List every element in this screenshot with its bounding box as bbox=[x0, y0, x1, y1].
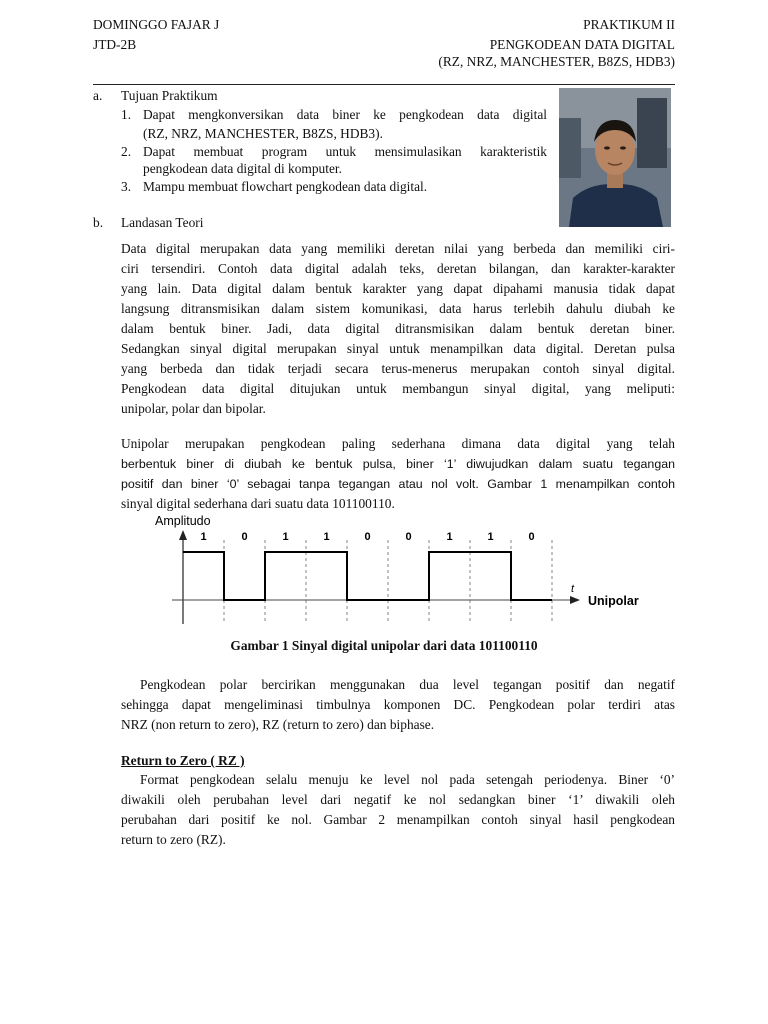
bit-label: 0 bbox=[241, 531, 248, 543]
paragraph-line: Format pengkodean selalu menuju ke level nol pada setengah periodenya. Biner ‘0’ bbox=[140, 772, 675, 787]
goal-text-line: Dapat mengkonversikan data biner ke pengkodean data digital bbox=[143, 107, 547, 122]
paragraph-rz bbox=[121, 771, 675, 851]
section-b-marker: b. bbox=[93, 215, 104, 230]
x-axis-label: t bbox=[571, 583, 575, 595]
paragraph-unipolar bbox=[121, 435, 675, 515]
paragraph-line: langsung ditransmisikan dalam sistem komunikasi, data harus terlebih dahulu diubah ke bbox=[121, 301, 675, 316]
unipolar-signal-chart bbox=[150, 512, 670, 630]
bit-label: 1 bbox=[446, 531, 453, 543]
paragraph-line: return to zero (RZ). bbox=[121, 832, 226, 847]
rz-heading: Return to Zero ( RZ ) bbox=[121, 753, 245, 768]
paragraph-line: sehingga dapat mengeliminasi timbulnya komponen DC. Pengkodean polar terdiri atas bbox=[121, 697, 675, 712]
bit-label: 0 bbox=[405, 531, 412, 543]
class-code: JTD-2B bbox=[93, 37, 137, 52]
paragraph-polar bbox=[121, 676, 675, 736]
figure-1-caption: Gambar 1 Sinyal digital unipolar dari data 101100110 bbox=[230, 638, 538, 653]
paragraph-line: ciri tersendiri. Contoh data digital adalah teks, deretan bilangan, dan karakter-karakter bbox=[121, 261, 675, 276]
paragraph-line: NRZ (non return to zero), RZ (return to zero) dan biphase. bbox=[121, 717, 435, 732]
bit-label: 1 bbox=[487, 531, 494, 543]
bit-label: 0 bbox=[528, 531, 535, 543]
goal-text-line: Dapat membuat program untuk mensimulasikan karakteristik bbox=[143, 144, 547, 159]
bit-label: 1 bbox=[282, 531, 289, 543]
paragraph-line: Sedangkan sinyal digital merupakan sinyal untuk menampilkan data digital. Deretan pulsa bbox=[121, 341, 675, 356]
goal-text-line: pengkodean data digital di komputer. bbox=[143, 161, 342, 176]
series-label: Unipolar bbox=[588, 594, 639, 608]
paragraph-line: perubahan dari positif ke nol. Gambar 2 menampilkan contoh sinyal hasil pengkodean bbox=[121, 812, 675, 827]
paragraph-line: Pengkodean polar bercirikan menggunakan dua level tegangan positif dan negatif bbox=[140, 677, 675, 692]
document-subtitle: (RZ, NRZ, MANCHESTER, B8ZS, HDB3) bbox=[438, 54, 675, 69]
goal-number: 2. bbox=[121, 144, 132, 159]
paragraph-line: sinyal digital sederhana dari suatu data 101100110. bbox=[121, 496, 395, 511]
paragraph-line: unipolar, polar dan bipolar. bbox=[121, 401, 266, 416]
paragraph-data-digital bbox=[121, 240, 675, 420]
paragraph-line: Unipolar merupakan pengkodean paling sederhana dimana data digital yang telah bbox=[121, 436, 675, 451]
goal-number: 1. bbox=[121, 107, 132, 122]
x-axis-arrow bbox=[570, 596, 580, 604]
goal-text-line: Mampu membuat flowchart pengkodean data digital. bbox=[143, 179, 428, 194]
bit-label: 1 bbox=[200, 531, 207, 543]
goal-text-line: (RZ, NRZ, MANCHESTER, B8ZS, HDB3). bbox=[143, 126, 383, 141]
paragraph-line: Pengkodean data digital ditujukan untuk membangun sinyal digital, yang meliputi: bbox=[121, 381, 675, 396]
section-a-title: Tujuan Praktikum bbox=[121, 88, 218, 103]
document-title: PENGKODEAN DATA DIGITAL bbox=[489, 37, 675, 52]
author-photo bbox=[559, 88, 671, 227]
bit-label: 0 bbox=[364, 531, 371, 543]
paragraph-line: positif dan biner ‘0’ sebagai tanpa tegangan atau nol volt. Gambar 1 menampilkan contoh bbox=[121, 477, 675, 491]
section-a-marker: a. bbox=[93, 88, 103, 103]
paragraph-line: yang berbeda dan tidak terjadi secara terus-menerus merupakan contoh sinyal digital. bbox=[121, 361, 675, 376]
practicum-label: PRAKTIKUM II bbox=[583, 17, 675, 32]
y-axis-label: Amplitudo bbox=[155, 514, 211, 528]
paragraph-line: diwakili oleh perubahan level dari negatif ke nol sedangkan biner ‘1’ diwakili oleh bbox=[121, 792, 675, 807]
paragraph-line: berbentuk biner di diubah ke bentuk pulsa, biner ‘1’ diwujudkan dalam suatu tegangan bbox=[121, 457, 675, 471]
goal-number: 3. bbox=[121, 179, 132, 194]
paragraph-line: dalam bentuk biner. Jadi, data digital ditransmisikan dalam bentuk deretan biner. bbox=[121, 321, 675, 336]
unipolar-signal-line bbox=[183, 552, 552, 600]
section-b-title: Landasan Teori bbox=[121, 215, 204, 230]
author-name: DOMINGGO FAJAR J bbox=[93, 17, 220, 32]
header-divider bbox=[93, 84, 675, 85]
paragraph-line: yang lain. Data digital dalam bentuk karakter yang dapat dipahami manusia tidak dapat bbox=[121, 281, 675, 296]
bit-label: 1 bbox=[323, 531, 330, 543]
paragraph-line: Data digital merupakan data yang memiliki deretan nilai yang berbeda dan memiliki ciri- bbox=[121, 241, 675, 256]
y-axis-arrow bbox=[179, 530, 187, 540]
